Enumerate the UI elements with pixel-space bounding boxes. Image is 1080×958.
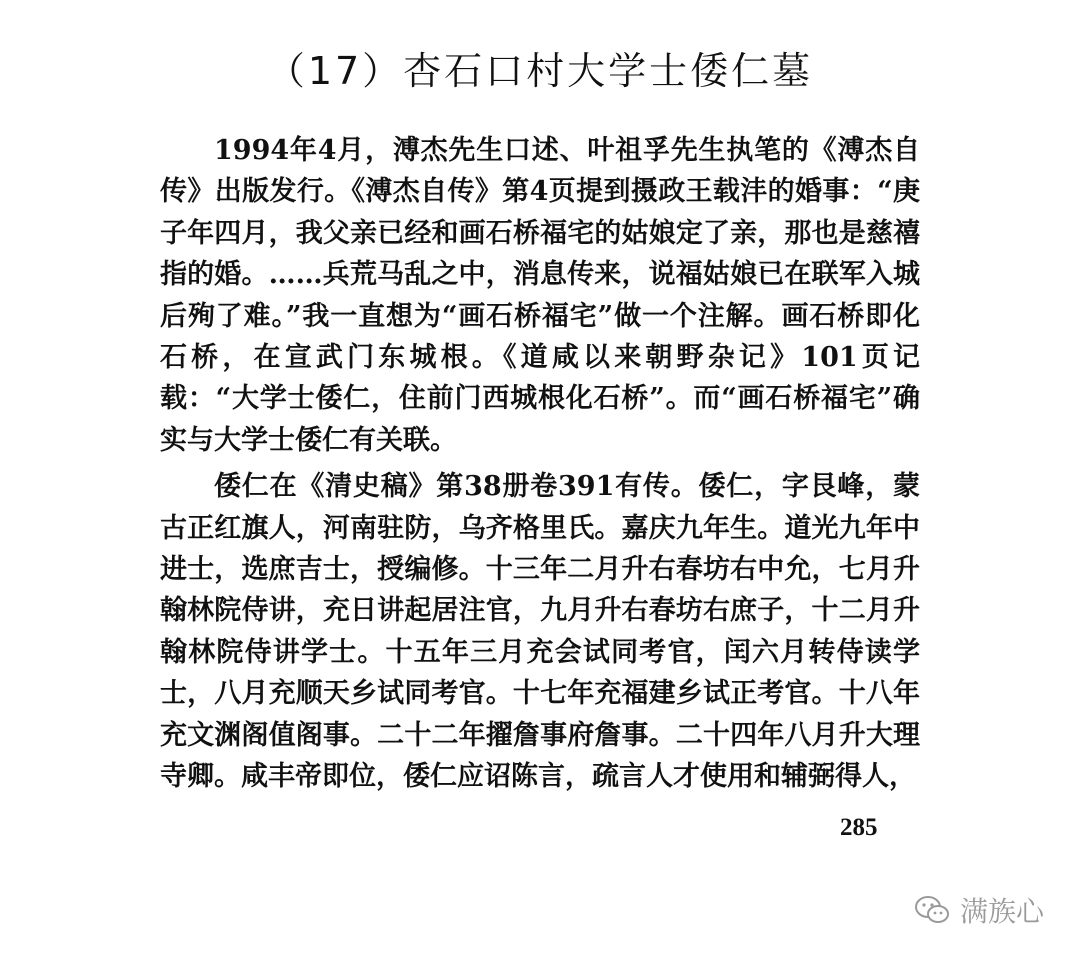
page-number: 285 <box>840 814 878 841</box>
watermark-text: 满族心 <box>959 895 1044 928</box>
paragraph-2: 倭仁在《清史稿》第38册卷391有传。倭仁，字艮峰，蒙古正红旗人，河南驻防，乌齐格里氏。嘉庆九年生。道光九年中进士，选庶吉士，授编修。十三年二月升右春坊右中允，七月升翰林院侍讲，充日讲起居注官，九月升右春坊右庶子，十二月升翰林院侍讲学士。十五年三月充会试同考官，闰六月转侍读学士，八月充顺天乡试同考官。十七年充福建乡试正考官。十八年充文渊阁值阁事。二十二年擢詹事府詹事。二十四年八月升大理寺卿。咸丰帝即位，倭仁应诏陈言，疏言人才使用和辅弼得人， <box>160 471 920 793</box>
body-text <box>160 130 920 798</box>
page-title: （17）杏石口村大学士倭仁墓 <box>266 49 814 93</box>
paragraph-1: 1994年4月，溥杰先生口述、叶祖孚先生执笔的《溥杰自传》出版发行。《溥杰自传》第4页提到摄政王载沣的婚事：“庚子年四月，我父亲已经和画石桥福宅的姑娘定了亲，那也是慈禧指的婚。……兵荒马乱之中，消息传来，说福姑娘已在联军入城后殉了难。”我一直想为“画石桥福宅”做一个注解。画石桥即化石桥，在宣武门东城根。《道咸以来朝野杂记》101页记载：“大学士倭仁，住前门西城根化石桥”。而“画石桥福宅”确实与大学士倭仁有关联。 <box>160 135 920 456</box>
wechat-icon <box>914 895 950 925</box>
watermark <box>914 890 1044 930</box>
